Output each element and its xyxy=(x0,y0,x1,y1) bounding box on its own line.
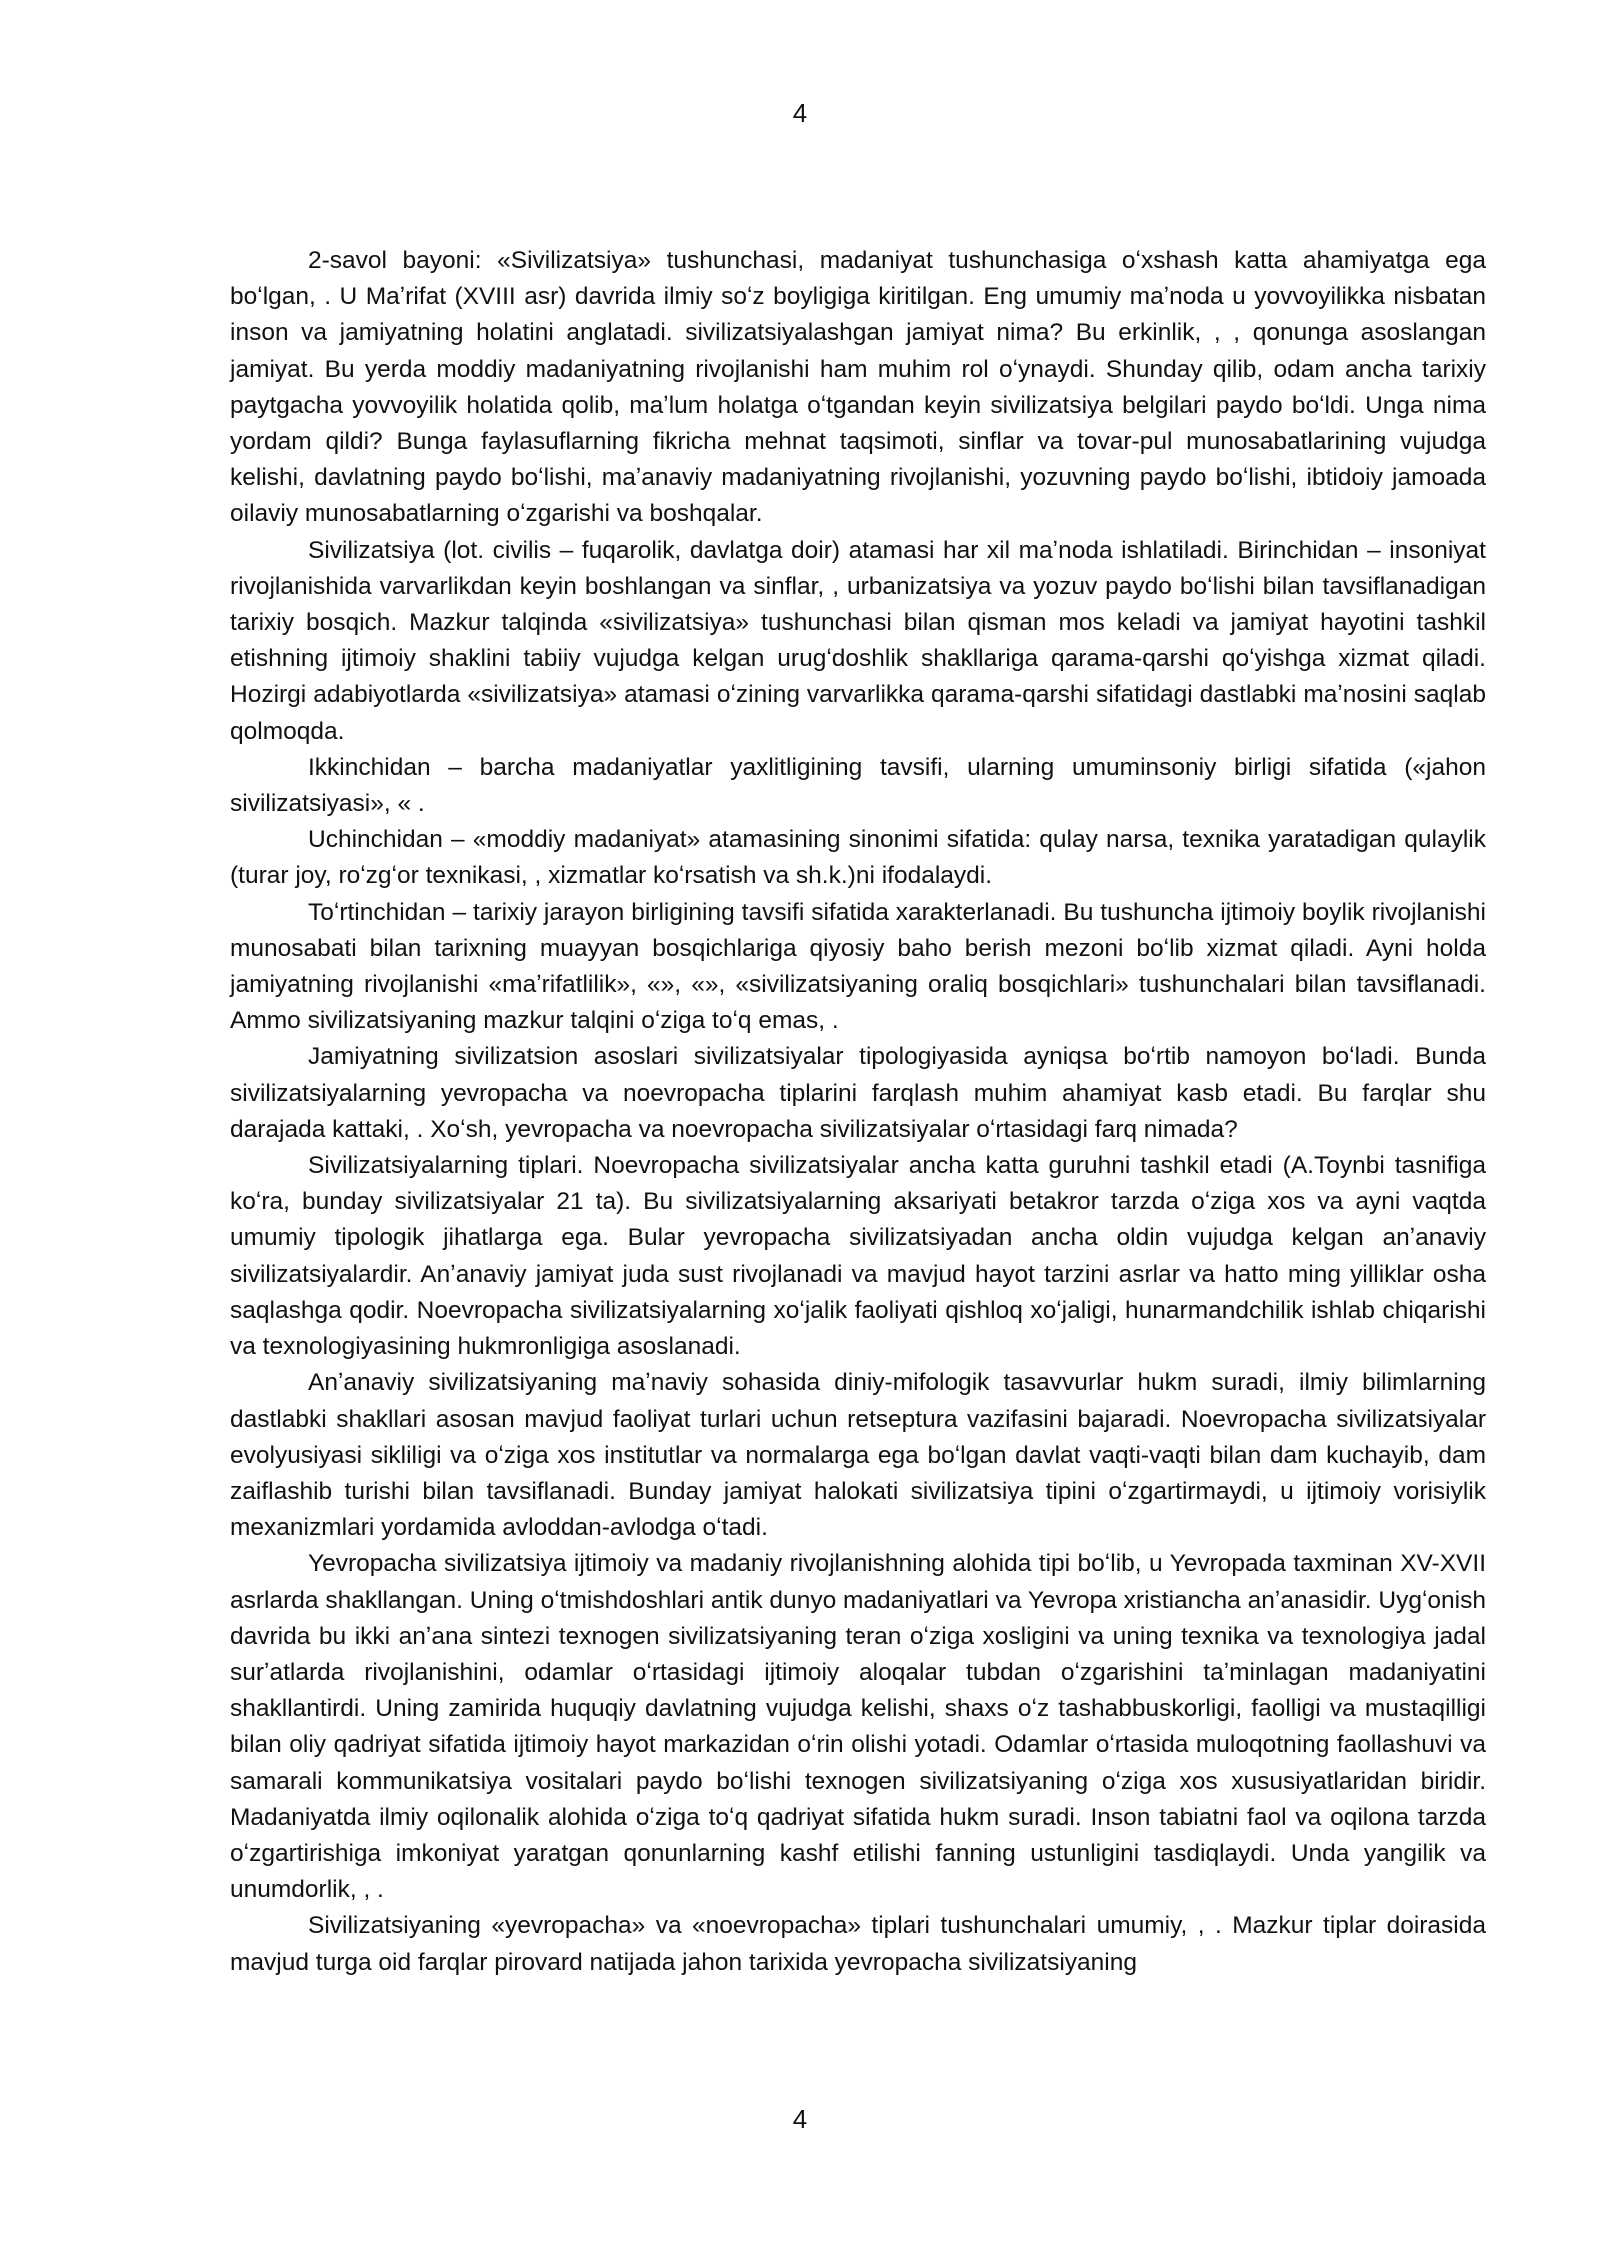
paragraph: 2-savol bayoni: «Sivilizatsiya» tushunchasi, madaniyat tushunchasiga oʻxshash katta ahamiyatga ega boʻlgan, . U Maʼrifat (XVIII asr) davrida ilmiy soʻz boyligiga kiritilgan. Eng umumiy maʼnoda u yovvoyilikka nisbatan inson va jamiyatning holatini anglatadi. sivilizatsiyalashgan jamiyat nima? Bu erkinlik, , , qonunga asoslangan jamiyat. Bu yerda moddiy madaniyatning rivojlanishi ham muhim rol oʻynaydi. Shunday qilib, odam ancha tarixiy paytgacha yovvoyilik holatida qolib, maʼlum holatga oʻtgandan keyin sivilizatsiya belgilari paydo boʻldi. Unga nima yordam qildi? Bunga faylasuflarning fikricha mehnat taqsimoti, sinflar va tovar-pul munosabatlarining vujudga kelishi, davlatning paydo boʻlishi, maʼanaviy madaniyatning rivojlanishi, yozuvning paydo boʻlishi, ibtidoiy jamoada oilaviy munosabatlarning oʻzgarishi va boshqalar. xyxy=(230,247,1486,528)
paragraph: Ikkinchidan – barcha madaniyatlar yaxlitligining tavsifi, ularning umuminsoniy birligi sifatida («jahon sivilizatsiyasi», « . xyxy=(230,753,1486,818)
paragraph: Anʼanaviy sivilizatsiyaning maʼnaviy sohasida diniy-mifologik tasavvurlar hukm suradi, ilmiy bilimlarning dastlabki shakllari asosan mavjud faoliyat turlari uchun retseptura vazifasini bajaradi. Noevropacha sivilizatsiyalar evolyusiyasi sikliligi va oʻziga xos institutlar va normalarga ega boʻlgan davlat vaqti-vaqti bilan dam kuchayib, dam zaiflashib turishi bilan tavsiflanadi. Bunday jamiyat halokati sivilizatsiya tipini oʻzgartirmaydi, u ijtimoiy vorisiylik mexanizmlari yordamida avloddan-avlodga oʻtadi. xyxy=(230,1369,1486,1542)
page-number-top: 4 xyxy=(792,98,808,128)
paragraph: Toʻrtinchidan – tarixiy jarayon birligining tavsifi sifatida xarakterlanadi. Bu tushuncha ijtimoiy boylik rivojlanishi munosabati bilan tarixning muayyan bosqichlariga qiyosiy baho berish mezoni boʻlib xizmat qiladi. Ayni holda jamiyatning rivojlanishi «maʼrifatlilik», «», «», «sivilizatsiyaning oraliq bosqichlari» tushunchalari bilan tavsiflanadi. Ammo sivilizatsiyaning mazkur talqini oʻziga toʻq emas, . xyxy=(230,898,1486,1035)
paragraph: Sivilizatsiyalarning tiplari. Noevropacha sivilizatsiyalar ancha katta guruhni tashkil etadi (A.Toynbi tasnifiga koʻra, bunday sivilizatsiyalar 21 ta). Bu sivilizatsiyalarning aksariyati betakror tarzda oʻziga xos va ayni vaqtda umumiy tipologik jihatlarga ega. Bular yevropacha sivilizatsiyadan ancha oldin vujudga kelgan anʼanaviy sivilizatsiyalardir. Anʼanaviy jamiyat juda sust rivojlanadi va mavjud hayot tarzini asrlar va hatto ming yilliklar osha saqlashga qodir. Noevropacha sivilizatsiyalarning xoʻjalik faoliyati qishloq xoʻjaligi, hunarmandchilik ishlab chiqarishi va texnologiyasining hukmronligiga asoslanadi. xyxy=(230,1152,1486,1361)
page-number-bottom: 4 xyxy=(792,2104,808,2134)
paragraph: Uchinchidan – «moddiy madaniyat» atamasining sinonimi sifatida: qulay narsa, texnika yaratadigan qulaylik (turar joy, roʻzgʻor texnikasi, , xizmatlar koʻrsatish va sh.k.)ni ifodalaydi. xyxy=(230,826,1486,890)
paragraph: Jamiyatning sivilizatsion asoslari sivilizatsiyalar tipologiyasida ayniqsa boʻrtib namoyon boʻladi. Bunda sivilizatsiyalarning yevropacha va noevropacha tiplarini farqlash muhim ahamiyat kasb etadi. Bu farqlar shu darajada kattaki, . Xoʻsh, yevropacha va noevropacha sivilizatsiyalar oʻrtasidagi farq nimada? xyxy=(230,1043,1486,1143)
paragraph: Sivilizatsiyaning «yevropacha» va «noevropacha» tiplari tushunchalari umumiy, , . Mazkur tiplar doirasida mavjud turga oid farqlar pirovard natijada jahon tarixida yevropacha sivilizatsiyaning xyxy=(230,1912,1486,1976)
paragraph: Sivilizatsiya (lot. civilis – fuqarolik, davlatga doir) atamasi har xil maʼnoda ishlatiladi. Birinchidan – insoniyat rivojlanishida varvarlikdan keyin boshlangan va sinflar, , urbanizatsiya va yozuv paydo boʻlishi bilan tavsiflanadigan tarixiy bosqich. Mazkur talqinda «sivilizatsiya» tushunchasi bilan qisman mos keladi va jamiyat hayotini tashkil etishning ijtimoiy shaklini tabiiy vujudga kelgan urugʻdoshlik shakllariga qarama-qarshi qoʻyishga xizmat qiladi. Hozirgi adabiyotlarda «sivilizatsiya» atamasi oʻzining varvarlikka qarama-qarshi sifatidagi dastlabki maʼnosini saqlab qolmoqda. xyxy=(230,536,1486,745)
document-body xyxy=(230,243,1486,1981)
paragraph: Yevropacha sivilizatsiya ijtimoiy va madaniy rivojlanishning alohida tipi boʻlib, u Yevropada taxminan XV-XVII asrlarda shakllangan. Uning oʻtmishdoshlari antik dunyo madaniyatlari va Yevropa xristiancha anʼanasidir. Uygʻonish davrida bu ikki anʼana sintezi texnogen sivilizatsiyaning teran oʻziga xosligini va uning texnika va texnologiya jadal surʼatlarda rivojlanishini, odamlar oʻrtasidagi ijtimoiy aloqalar tubdan oʻzgarishini taʼminlagan madaniyatini shakllantirdi. Uning zamirida huquqiy davlatning vujudga kelishi, shaxs oʻz tashabbuskorligi, faolligi va mustaqilligi bilan oliy qadriyat sifatida ijtimoiy hayot markazidan oʻrin olishi yotadi. Odamlar oʻrtasida muloqotning faollashuvi va samarali kommunikatsiya vositalari paydo boʻlishi texnogen sivilizatsiyaning oʻziga xos xususiyatlaridan biridir. Madaniyatda ilmiy oqilonalik alohida oʻziga toʻq qadriyat sifatida hukm suradi. Inson tabiatni faol va oqilona tarzda oʻzgartirishiga imkoniyat yaratgan qonunlarning kashf etilishi fanning ustunligini tasdiqlaydi. Unda yangilik va unumdorlik, , . xyxy=(230,1550,1486,1904)
